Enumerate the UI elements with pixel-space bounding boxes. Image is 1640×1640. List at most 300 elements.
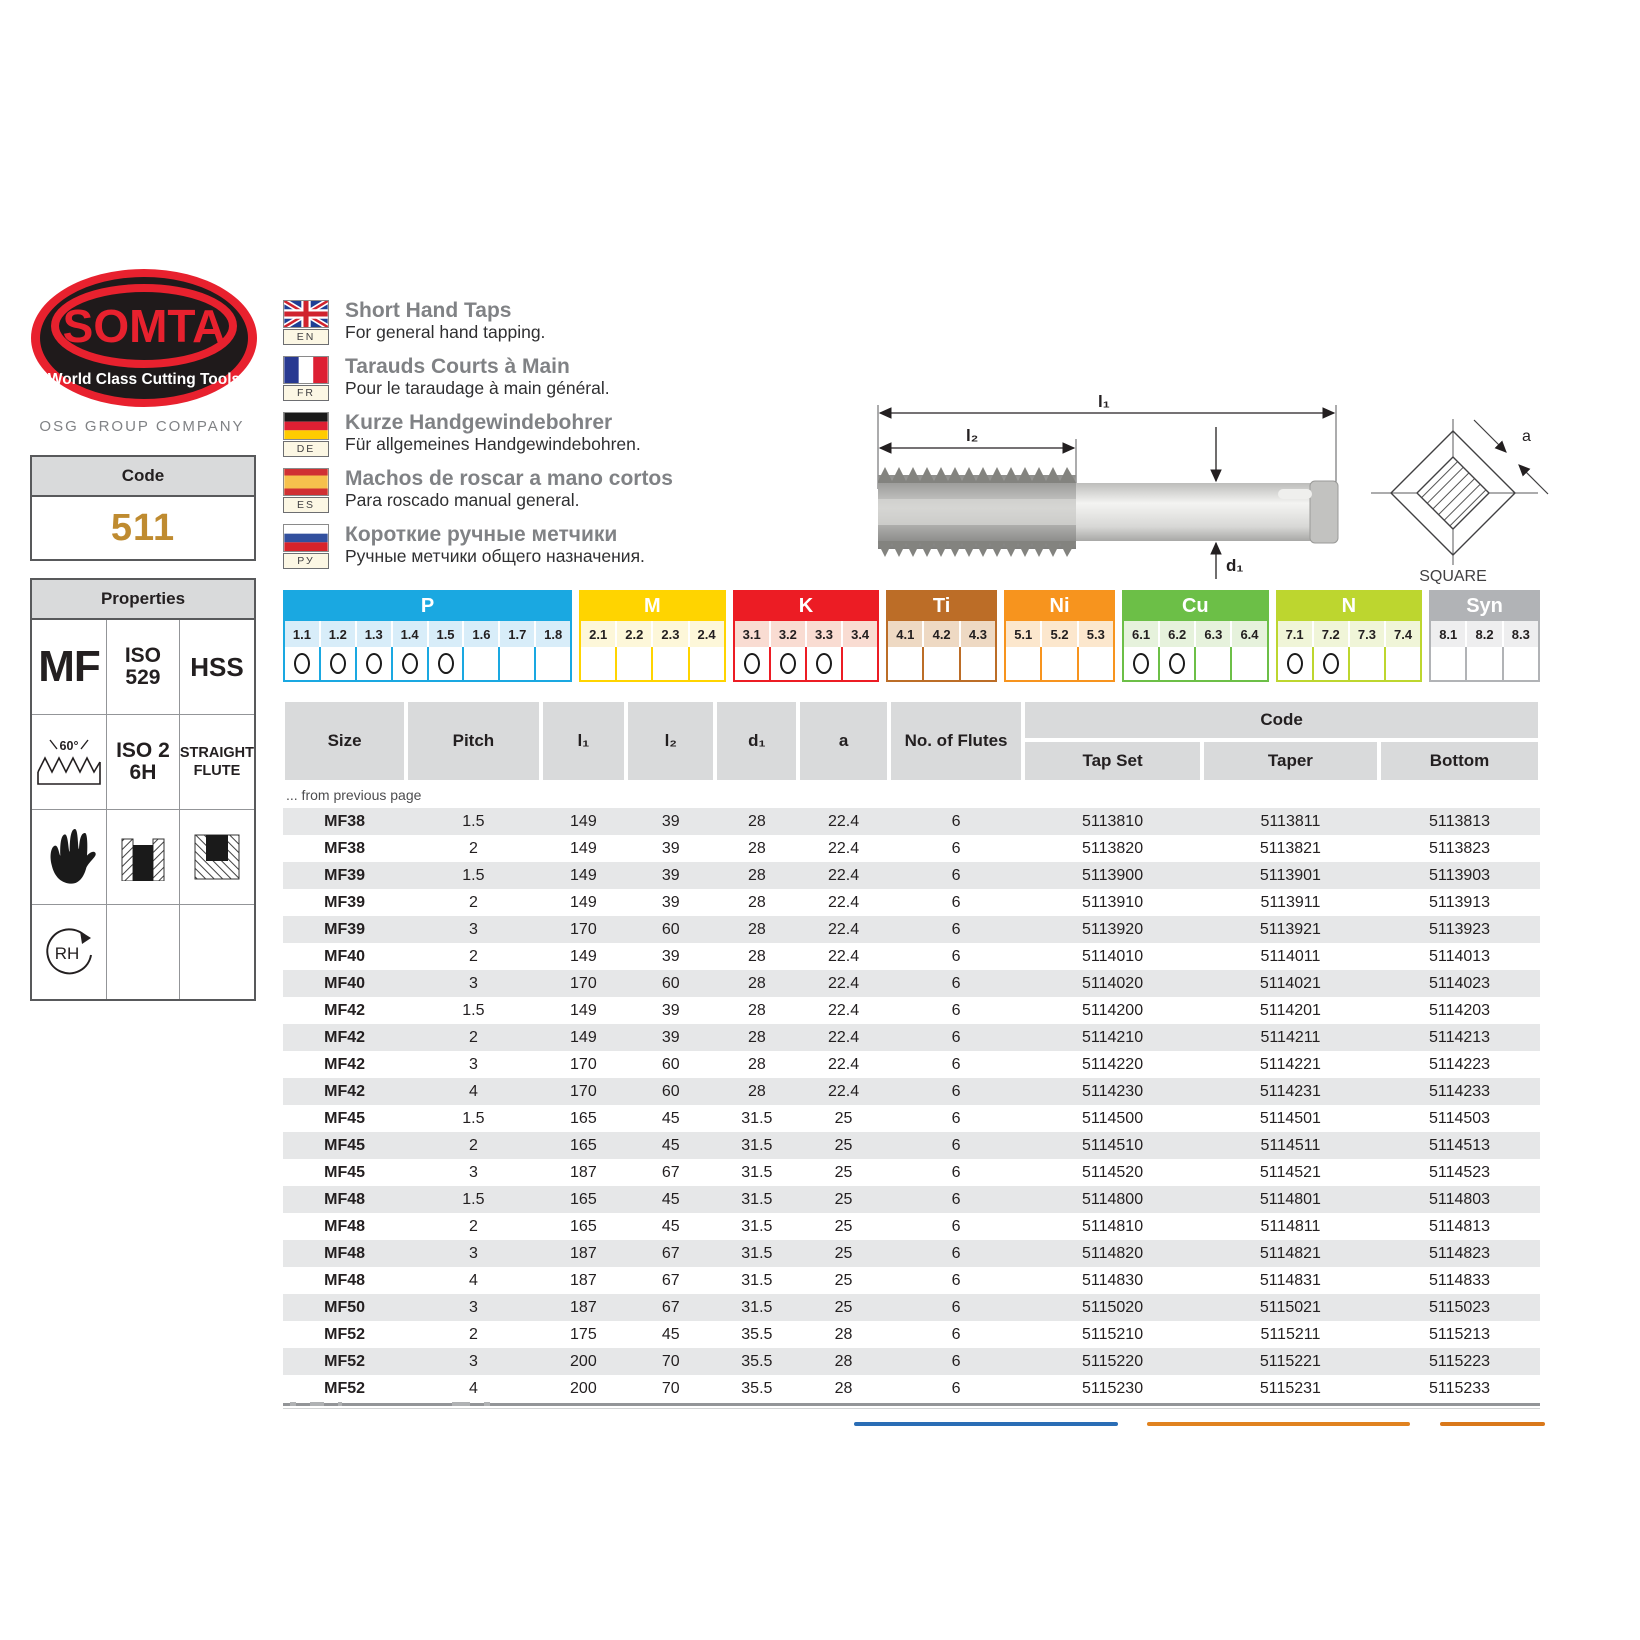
cell-d1: 35.5 [741, 1352, 773, 1370]
language-list [283, 300, 843, 580]
cell-l2: 67 [661, 1298, 680, 1316]
material-group-K [733, 590, 880, 682]
cell-pitch: 4 [468, 1271, 478, 1289]
material-group-Syn [1429, 590, 1540, 682]
cell-bottom: 5115223 [1428, 1352, 1491, 1370]
table-row-MF39-2 [283, 889, 1540, 916]
material-group-label: Ti [888, 592, 995, 621]
cell-l2: 39 [661, 893, 680, 911]
material-cell-6.2: 6.2 [1160, 621, 1196, 647]
cell-taper: 5114221 [1259, 1055, 1321, 1073]
cell-l2: 39 [661, 1028, 680, 1046]
next-section-cutoff-bar-3 [1440, 1422, 1545, 1426]
cell-flutes: 6 [951, 866, 961, 884]
glove-icon [41, 826, 97, 888]
cell-size: MF42 [324, 1028, 366, 1046]
col-header-l1: l₁ [541, 700, 626, 782]
cell-pitch: 2 [468, 1136, 478, 1154]
svg-text:60°: 60° [59, 739, 79, 753]
cell-bottom: 5113923 [1428, 920, 1491, 938]
cell-pitch: 3 [468, 974, 478, 992]
cell-l2: 39 [661, 1001, 680, 1019]
cell-tap-set: 5115230 [1081, 1379, 1144, 1397]
cell-tap-set: 5114220 [1081, 1055, 1144, 1073]
cell-l2: 39 [661, 947, 680, 965]
material-suitability-1.2 [321, 647, 357, 680]
suitable-ring-icon [330, 653, 346, 674]
material-numbers-row [285, 621, 570, 647]
cell-tap-set: 5113900 [1081, 866, 1144, 884]
cell-tap-set: 5115210 [1081, 1325, 1144, 1343]
cell-flutes: 6 [951, 1271, 961, 1289]
material-circles-row [735, 647, 878, 680]
cell-taper: 5114211 [1260, 1028, 1321, 1046]
property-flute-type [180, 714, 254, 809]
cell-l1: 200 [570, 1379, 597, 1397]
cell-d1: 31.5 [741, 1163, 773, 1181]
somta-logo [28, 266, 260, 410]
cell-l1: 149 [570, 1028, 597, 1046]
language-block-spain [283, 468, 843, 513]
material-numbers-row [1431, 621, 1538, 647]
cell-d1: 35.5 [741, 1325, 773, 1343]
product-title: Tarauds Courts à Main [345, 355, 570, 378]
cell-d1: 31.5 [741, 1244, 773, 1262]
cell-a: 22.4 [827, 947, 860, 965]
material-cell-3.1: 3.1 [735, 621, 771, 647]
cell-taper: 5115211 [1260, 1325, 1321, 1343]
iso2-line1: ISO 2 [116, 738, 170, 762]
material-cell-6.4: 6.4 [1232, 621, 1266, 647]
cell-bottom: 5113913 [1428, 893, 1491, 911]
cell-a: 22.4 [827, 1028, 860, 1046]
flag-language-code: EN [283, 329, 329, 345]
col-header-code-group: Code [1023, 700, 1540, 740]
material-numbers-row [581, 621, 724, 647]
material-cell-6.3: 6.3 [1196, 621, 1232, 647]
cell-taper: 5115021 [1259, 1298, 1321, 1316]
property-empty-1 [107, 904, 180, 999]
cell-flutes: 6 [951, 1190, 961, 1208]
cell-size: MF42 [324, 1055, 366, 1073]
material-cell-3.3: 3.3 [807, 621, 843, 647]
material-suitability-3.4 [843, 647, 877, 680]
cell-size: MF52 [324, 1352, 366, 1370]
material-cell-1.7: 1.7 [500, 621, 536, 647]
cell-tap-set: 5114020 [1081, 974, 1144, 992]
cell-l1: 165 [570, 1217, 597, 1235]
material-group-label: Cu [1124, 592, 1267, 621]
cell-a: 22.4 [827, 839, 860, 857]
cell-bottom: 5114233 [1428, 1082, 1491, 1100]
material-suitability-7.1 [1278, 647, 1314, 680]
cell-pitch: 2 [468, 1028, 478, 1046]
material-numbers-row [735, 621, 878, 647]
flag-language-code: DE [283, 441, 329, 457]
col-header-l2: l₂ [626, 700, 715, 782]
cell-size: MF40 [324, 974, 366, 992]
flag-uk [283, 300, 331, 345]
cell-l2: 60 [661, 974, 680, 992]
material-suitability-1.8 [536, 647, 570, 680]
cell-bottom: 5113823 [1428, 839, 1491, 857]
material-circles-row [888, 647, 995, 680]
hss-label: HSS [190, 651, 244, 682]
material-suitability-1.1 [285, 647, 321, 680]
product-title: Короткие ручные метчики [345, 523, 618, 546]
code-box [30, 455, 256, 561]
france-flag-icon [283, 356, 329, 384]
cell-flutes: 6 [951, 839, 961, 857]
cell-taper: 5113821 [1259, 839, 1321, 857]
col-header-flutes: No. of Flutes [889, 700, 1023, 782]
cell-flutes: 6 [951, 1082, 961, 1100]
cell-flutes: 6 [951, 974, 961, 992]
cell-a: 25 [834, 1136, 853, 1154]
material-suitability-2.1 [581, 647, 617, 680]
material-cell-1.8: 1.8 [536, 621, 570, 647]
table-row-MF48-2 [283, 1213, 1540, 1240]
cell-l1: 165 [570, 1136, 597, 1154]
cell-a: 22.4 [827, 812, 860, 830]
cell-a: 22.4 [827, 920, 860, 938]
material-suitability-4.1 [888, 647, 924, 680]
flag-language-code: FR [283, 385, 329, 401]
cell-bottom: 5114023 [1428, 974, 1491, 992]
cell-bottom: 5114513 [1428, 1136, 1491, 1154]
material-suitability-7.2 [1314, 647, 1350, 680]
cell-taper: 5114831 [1259, 1271, 1321, 1289]
cell-d1: 28 [747, 893, 766, 911]
cell-pitch: 2 [468, 947, 478, 965]
cell-l1: 149 [570, 839, 597, 857]
material-suitability-4.3 [961, 647, 995, 680]
flag-france [283, 356, 331, 401]
material-group-label: P [285, 592, 570, 621]
cell-bottom: 5114523 [1428, 1163, 1491, 1181]
material-cell-8.1: 8.1 [1431, 621, 1467, 647]
cell-bottom: 5113813 [1428, 812, 1491, 830]
cell-l1: 187 [570, 1298, 597, 1316]
cell-a: 22.4 [827, 974, 860, 992]
material-suitability-6.1 [1124, 647, 1160, 680]
suitable-ring-icon [294, 653, 310, 674]
cell-taper: 5114201 [1259, 1001, 1321, 1019]
cell-l1: 175 [570, 1325, 597, 1343]
cell-d1: 28 [747, 812, 766, 830]
blind-hole-icon [194, 834, 240, 880]
cell-flutes: 6 [951, 1028, 961, 1046]
material-cell-5.3: 5.3 [1079, 621, 1113, 647]
table-row-MF52-2 [283, 1321, 1540, 1348]
logo-wordmark: SOMTA [62, 300, 226, 352]
material-suitability-1.7 [500, 647, 536, 680]
cell-tap-set: 5113920 [1081, 920, 1144, 938]
suitable-ring-icon [744, 653, 760, 674]
cell-d1: 28 [747, 1028, 766, 1046]
material-group-P [283, 590, 572, 682]
tap-dimension-drawing [858, 393, 1550, 585]
table-row-MF48-3 [283, 1240, 1540, 1267]
cell-tap-set: 5114810 [1081, 1217, 1144, 1235]
cell-taper: 5113921 [1259, 920, 1321, 938]
material-suitability-5.2 [1042, 647, 1078, 680]
cell-bottom: 5114813 [1428, 1217, 1491, 1235]
cell-l2: 45 [661, 1190, 680, 1208]
logo-tagline: World Class Cutting Tools [47, 371, 241, 388]
material-suitability-4.2 [924, 647, 960, 680]
material-suitability-1.4 [393, 647, 429, 680]
suitable-ring-icon [1169, 653, 1185, 674]
cell-pitch: 4 [468, 1379, 478, 1397]
cell-d1: 31.5 [741, 1217, 773, 1235]
col-header-pitch: Pitch [406, 700, 540, 782]
properties-panel [30, 578, 256, 1001]
flute-line2: FLUTE [193, 763, 241, 779]
material-cell-4.1: 4.1 [888, 621, 924, 647]
cell-pitch: 1.5 [462, 1001, 485, 1019]
cell-l1: 149 [570, 866, 597, 884]
cell-bottom: 5114013 [1428, 947, 1491, 965]
company-name: OSG GROUP COMPANY [39, 418, 245, 435]
property-through-hole [107, 809, 180, 904]
cell-taper: 5114021 [1259, 974, 1321, 992]
material-group-label: K [735, 592, 878, 621]
material-group-Ti [886, 590, 997, 682]
cell-a: 25 [834, 1244, 853, 1262]
cell-flutes: 6 [951, 1244, 961, 1262]
cell-l1: 187 [570, 1244, 597, 1262]
material-cell-8.2: 8.2 [1467, 621, 1503, 647]
cell-taper: 5115221 [1259, 1352, 1321, 1370]
cutoff-text-fragments [290, 1402, 550, 1407]
cell-d1: 31.5 [741, 1298, 773, 1316]
cell-size: MF38 [324, 839, 366, 857]
cell-l2: 39 [661, 866, 680, 884]
product-title: Short Hand Taps [345, 299, 512, 322]
cell-taper: 5114801 [1259, 1190, 1321, 1208]
cell-tap-set: 5114010 [1081, 947, 1144, 965]
table-row-MF50-3 [283, 1294, 1540, 1321]
cell-size: MF45 [324, 1109, 366, 1127]
svg-text:a: a [1522, 428, 1531, 445]
material-group-label: Syn [1431, 592, 1538, 621]
language-block-france [283, 356, 843, 401]
continuation-note: ... from previous page [283, 782, 1540, 808]
tap-table-body [283, 782, 1540, 1402]
col-header-taper: Taper [1202, 740, 1379, 782]
cell-l1: 149 [570, 947, 597, 965]
material-cell-2.2: 2.2 [617, 621, 653, 647]
material-group-label: N [1278, 592, 1421, 621]
cell-size: MF52 [324, 1325, 366, 1343]
flag-language-code: РУ [283, 553, 329, 569]
material-suitability-6.3 [1196, 647, 1232, 680]
svg-text:l₁: l₁ [1098, 393, 1110, 411]
svg-text:d₁: d₁ [1226, 556, 1244, 575]
table-row-MF40-3 [283, 970, 1540, 997]
cell-flutes: 6 [951, 812, 961, 830]
material-numbers-row [888, 621, 995, 647]
cell-pitch: 1.5 [462, 866, 485, 884]
svg-text:RH: RH [54, 944, 80, 963]
language-block-russia [283, 524, 843, 569]
cell-pitch: 1.5 [462, 1190, 485, 1208]
cell-bottom: 5114203 [1428, 1001, 1491, 1019]
col-header-tap-set: Tap Set [1023, 740, 1201, 782]
tap-table [283, 700, 1540, 1409]
cell-size: MF50 [324, 1298, 366, 1316]
cell-flutes: 6 [951, 1136, 961, 1154]
cell-d1: 31.5 [741, 1190, 773, 1208]
material-suitability-8.3 [1504, 647, 1538, 680]
table-row-MF42-3 [283, 1051, 1540, 1078]
cell-bottom: 5114223 [1428, 1055, 1491, 1073]
iso529-line1: ISO [124, 643, 162, 667]
material-group-Cu [1122, 590, 1269, 682]
cell-tap-set: 5114520 [1081, 1163, 1144, 1181]
cell-d1: 31.5 [741, 1136, 773, 1154]
cell-bottom: 5115213 [1428, 1325, 1491, 1343]
cell-pitch: 4 [468, 1082, 478, 1100]
cell-l2: 70 [661, 1352, 680, 1370]
cell-flutes: 6 [951, 1325, 961, 1343]
material-group-N [1276, 590, 1423, 682]
material-suitability-2.4 [690, 647, 724, 680]
material-suitability-8.1 [1431, 647, 1467, 680]
cell-d1: 28 [747, 947, 766, 965]
cell-l1: 165 [570, 1109, 597, 1127]
material-suitability-2.3 [653, 647, 689, 680]
table-row-MF38-1.5 [283, 808, 1540, 835]
material-circles-row [1124, 647, 1267, 680]
cell-pitch: 2 [468, 839, 478, 857]
material-suitability-2.2 [617, 647, 653, 680]
language-text [345, 356, 610, 401]
cell-size: MF45 [324, 1136, 366, 1154]
material-cell-2.1: 2.1 [581, 621, 617, 647]
cell-bottom: 5114213 [1428, 1028, 1491, 1046]
cell-l1: 149 [570, 1001, 597, 1019]
cell-flutes: 6 [951, 947, 961, 965]
material-group-M [579, 590, 726, 682]
material-cell-1.2: 1.2 [321, 621, 357, 647]
table-row-MF39-3 [283, 916, 1540, 943]
material-circles-row [285, 647, 570, 680]
material-suitability-3.2 [771, 647, 807, 680]
product-subtitle: Ручные метчики общего назначения. [345, 546, 645, 567]
table-row-MF45-1.5 [283, 1105, 1540, 1132]
cell-l1: 170 [570, 1055, 597, 1073]
material-cell-1.4: 1.4 [393, 621, 429, 647]
material-cell-7.2: 7.2 [1314, 621, 1350, 647]
material-suitability-1.5 [429, 647, 465, 680]
table-row-MF40-2 [283, 943, 1540, 970]
material-cell-1.1: 1.1 [285, 621, 321, 647]
language-text [345, 524, 645, 569]
material-cell-4.2: 4.2 [924, 621, 960, 647]
iso529-line2: 529 [125, 666, 161, 689]
cell-bottom: 5115233 [1428, 1379, 1491, 1397]
germany-flag-icon [283, 412, 329, 440]
table-row-MF42-2 [283, 1024, 1540, 1051]
suitable-ring-icon [780, 653, 796, 674]
suitable-ring-icon [366, 653, 382, 674]
property-empty-2 [180, 904, 254, 999]
cell-size: MF39 [324, 866, 366, 884]
cell-bottom: 5114503 [1428, 1109, 1491, 1127]
cell-d1: 28 [747, 1001, 766, 1019]
material-suitability-5.3 [1079, 647, 1113, 680]
material-group-Ni [1004, 590, 1115, 682]
cell-l2: 67 [661, 1271, 680, 1289]
cell-l1: 149 [570, 812, 597, 830]
cell-size: MF40 [324, 947, 366, 965]
cell-l2: 39 [661, 839, 680, 857]
col-header-size: Size [283, 700, 406, 782]
cell-a: 25 [834, 1109, 853, 1127]
table-row-MF45-2 [283, 1132, 1540, 1159]
cell-pitch: 3 [468, 1055, 478, 1073]
suitable-ring-icon [1323, 653, 1339, 674]
table-row-MF45-3 [283, 1159, 1540, 1186]
cell-flutes: 6 [951, 1163, 961, 1181]
table-row-MF52-4 [283, 1375, 1540, 1402]
material-suitability-7.3 [1350, 647, 1386, 680]
material-cell-7.1: 7.1 [1278, 621, 1314, 647]
cell-size: MF48 [324, 1244, 366, 1262]
cell-size: MF48 [324, 1190, 366, 1208]
cell-flutes: 6 [951, 1001, 961, 1019]
material-cell-7.4: 7.4 [1386, 621, 1420, 647]
next-section-cutoff-bar-2 [1147, 1422, 1410, 1426]
table-row-MF38-2 [283, 835, 1540, 862]
property-rotation [32, 904, 107, 999]
language-text [345, 468, 673, 513]
cell-size: MF48 [324, 1271, 366, 1289]
table-row-MF48-1.5 [283, 1186, 1540, 1213]
material-cell-2.3: 2.3 [653, 621, 689, 647]
cell-pitch: 3 [468, 920, 478, 938]
code-box-title: Code [32, 457, 254, 497]
russia-flag-icon [283, 524, 329, 552]
material-cell-7.3: 7.3 [1350, 621, 1386, 647]
cell-d1: 28 [747, 920, 766, 938]
thread-profile-icon [32, 736, 106, 788]
cell-d1: 28 [747, 866, 766, 884]
flag-russia [283, 524, 331, 569]
cell-d1: 35.5 [741, 1379, 773, 1397]
cell-l1: 187 [570, 1271, 597, 1289]
svg-text:l₂: l₂ [966, 426, 979, 445]
cell-a: 25 [834, 1190, 853, 1208]
product-title: Machos de roscar a mano cortos [345, 467, 673, 490]
cell-pitch: 1.5 [462, 1109, 485, 1127]
cell-taper: 5113901 [1259, 866, 1321, 884]
cell-pitch: 3 [468, 1244, 478, 1262]
table-row-MF48-4 [283, 1267, 1540, 1294]
through-hole-icon [121, 833, 165, 881]
cell-l2: 60 [661, 920, 680, 938]
cell-l2: 67 [661, 1163, 680, 1181]
cell-bottom: 5114823 [1428, 1244, 1491, 1262]
spain-flag-icon [283, 468, 329, 496]
product-subtitle: Für allgemeines Handgewindebohren. [345, 434, 641, 455]
cell-size: MF52 [324, 1379, 366, 1397]
col-header-d1: d₁ [715, 700, 798, 782]
cell-pitch: 2 [468, 893, 478, 911]
material-suitability-5.1 [1006, 647, 1042, 680]
